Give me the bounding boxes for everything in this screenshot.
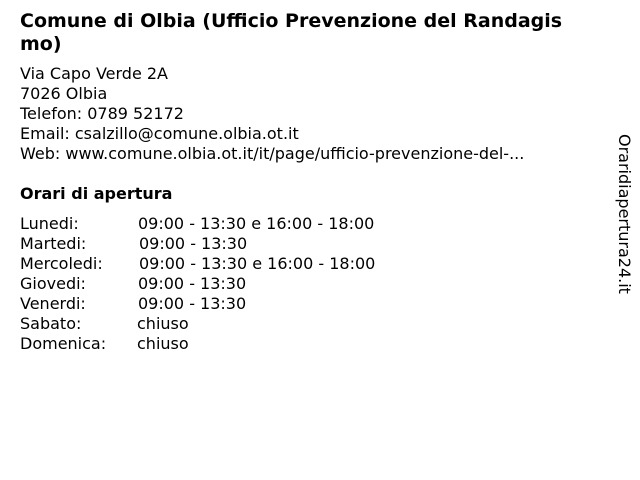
day-label: Mercoledi: [20, 254, 103, 273]
hours-value: 09:00 - 13:30 [138, 294, 247, 313]
hours-value: chiuso [137, 314, 189, 333]
page-title: Comune di Olbia (Ufficio Prevenzione del Randagismo) [20, 10, 563, 55]
day-label: Venerdi: [20, 294, 86, 313]
street-address: Via Capo Verde 2A [20, 64, 168, 83]
city-postal: 7026 Olbia [20, 84, 108, 103]
opening-hours-heading: Orari di apertura [20, 184, 173, 203]
email-link[interactable]: csalzillo@comune.olbia.ot.it [74, 124, 299, 143]
phone-label: Telefon: [20, 104, 83, 123]
contact-block [20, 64, 524, 164]
hours-value: 09:00 - 13:30 e 16:00 - 18:00 [138, 214, 375, 233]
email-label: Email: [20, 124, 70, 143]
web-line [20, 144, 524, 164]
day-label: Giovedi: [20, 274, 86, 293]
web-label: Web: [20, 144, 61, 163]
phone-line [20, 104, 524, 124]
day-label: Martedi: [20, 234, 87, 253]
hours-value: 09:00 - 13:30 [138, 274, 247, 293]
phone-link[interactable]: 0789 52172 [87, 104, 184, 123]
day-label: Sabato: [20, 314, 82, 333]
hours-value: 09:00 - 13:30 [139, 234, 248, 253]
hours-value: chiuso [137, 334, 189, 353]
website-link[interactable]: www.comune.olbia.ot.it/it/page/ufficio-prevenzione-del-... [65, 144, 525, 163]
hours-value: 09:00 - 13:30 e 16:00 - 18:00 [139, 254, 376, 273]
day-label: Lunedi: [20, 214, 79, 233]
email-line [20, 124, 524, 144]
brand-watermark-link[interactable]: Oraridiapertura24.it [615, 134, 634, 294]
day-label: Domenica: [20, 334, 107, 353]
